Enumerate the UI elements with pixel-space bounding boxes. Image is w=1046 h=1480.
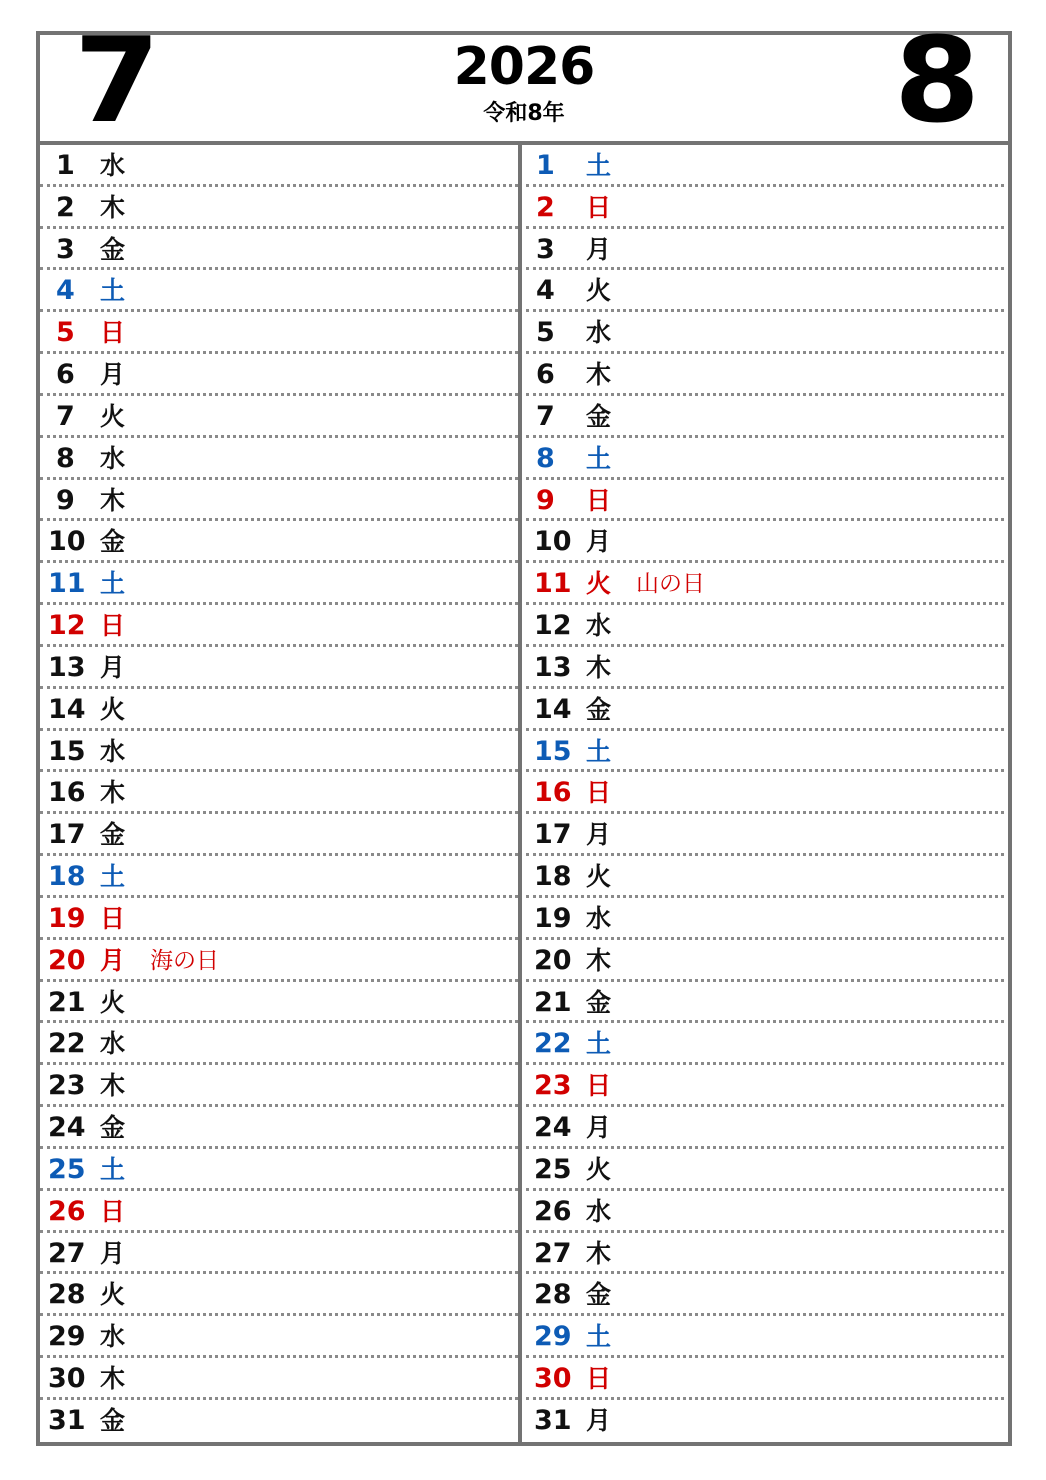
august-day-row: [526, 1107, 1004, 1149]
day-of-week: 水: [100, 443, 126, 473]
day-of-week: 水: [100, 736, 126, 766]
day-of-week: 火: [586, 1154, 612, 1184]
august-day-row: [526, 898, 1004, 940]
day-number: 15: [534, 735, 572, 767]
day-number: 23: [534, 1070, 572, 1102]
july-day-row: [40, 1400, 518, 1442]
july-day-row: [40, 145, 518, 187]
day-of-week: 日: [100, 1196, 126, 1226]
day-number: 9: [56, 484, 75, 516]
august-day-row: [526, 1065, 1004, 1107]
holiday-label: 山の日: [636, 571, 705, 598]
day-of-week: 金: [100, 234, 126, 264]
day-number: 6: [56, 359, 75, 391]
day-of-week: 火: [586, 569, 612, 599]
day-of-week: 火: [100, 1280, 126, 1310]
july-day-row: [40, 982, 518, 1024]
day-number: 22: [534, 1028, 572, 1060]
day-number: 4: [536, 275, 555, 307]
august-day-row: [526, 1023, 1004, 1065]
day-number: 19: [534, 902, 572, 934]
day-number: 16: [48, 777, 86, 809]
day-number: 20: [534, 944, 572, 976]
day-number: 25: [48, 1153, 86, 1185]
day-number: 21: [534, 986, 572, 1018]
day-of-week: 日: [586, 1364, 612, 1394]
day-number: 4: [56, 275, 75, 307]
august-day-row: [526, 1233, 1004, 1275]
day-number: 15: [48, 735, 86, 767]
july-day-row: [40, 1023, 518, 1065]
day-of-week: 日: [100, 903, 126, 933]
day-number: 20: [48, 944, 86, 976]
day-number: 18: [48, 861, 86, 893]
day-of-week: 土: [586, 1322, 612, 1352]
day-of-week: 土: [586, 736, 612, 766]
calendar-frame: [36, 11, 1012, 1446]
day-of-week: 木: [586, 652, 612, 682]
july-day-row: [40, 480, 518, 522]
day-of-week: 土: [100, 862, 126, 892]
day-number: 11: [534, 568, 572, 600]
day-number: 14: [534, 693, 572, 725]
day-number: 8: [536, 442, 555, 474]
year-title: 2026: [453, 37, 595, 97]
august-day-row: [526, 145, 1004, 187]
day-number: 7: [536, 400, 555, 432]
july-day-row: [40, 354, 518, 396]
day-number: 10: [48, 526, 86, 558]
day-number: 5: [536, 317, 555, 349]
day-number: 26: [48, 1195, 86, 1227]
day-of-week: 日: [100, 611, 126, 641]
july-day-row: [40, 229, 518, 271]
day-of-week: 土: [586, 443, 612, 473]
august-day-row: [526, 229, 1004, 271]
july-day-row: [40, 772, 518, 814]
july-day-row: [40, 898, 518, 940]
day-of-week: 木: [100, 1364, 126, 1394]
day-number: 6: [536, 359, 555, 391]
july-day-row: [40, 270, 518, 312]
calendar-header: [40, 11, 1008, 149]
july-day-row: [40, 940, 518, 982]
day-of-week: 月: [100, 945, 126, 975]
day-number: 5: [56, 317, 75, 349]
august-day-row: [526, 270, 1004, 312]
july-day-row: [40, 396, 518, 438]
august-day-row: [526, 521, 1004, 563]
day-number: 30: [48, 1363, 86, 1395]
july-day-row: [40, 1316, 518, 1358]
august-day-row: [526, 312, 1004, 354]
day-of-week: 火: [100, 987, 126, 1017]
august-day-row: [526, 396, 1004, 438]
day-of-week: 水: [100, 1322, 126, 1352]
day-of-week: 月: [586, 527, 612, 557]
august-day-row: [526, 940, 1004, 982]
july-day-row: [40, 1149, 518, 1191]
day-number: 24: [534, 1112, 572, 1144]
day-of-week: 土: [586, 151, 612, 180]
august-day-row: [526, 354, 1004, 396]
july-day-row: [40, 731, 518, 773]
day-number: 14: [48, 693, 86, 725]
day-number: 2: [536, 191, 555, 223]
day-of-week: 木: [100, 1071, 126, 1101]
july-day-row: [40, 1274, 518, 1316]
day-number: 12: [48, 610, 86, 642]
day-number: 29: [48, 1321, 86, 1353]
day-of-week: 金: [100, 820, 126, 850]
august-day-row: [526, 772, 1004, 814]
day-number: 30: [534, 1363, 572, 1395]
day-of-week: 日: [586, 1071, 612, 1101]
day-of-week: 水: [586, 318, 612, 348]
august-day-row: [526, 1274, 1004, 1316]
day-number: 22: [48, 1028, 86, 1060]
day-of-week: 木: [100, 485, 126, 515]
august-day-row: [526, 1149, 1004, 1191]
day-of-week: 土: [100, 276, 126, 306]
day-number: 28: [48, 1279, 86, 1311]
day-number: 11: [48, 568, 86, 600]
day-of-week: 木: [586, 360, 612, 390]
august-day-row: [526, 731, 1004, 773]
august-day-row: [526, 1316, 1004, 1358]
era-subtitle: 令和8年: [483, 101, 565, 126]
day-number: 1: [536, 150, 555, 181]
day-of-week: 水: [100, 1029, 126, 1059]
august-day-row: [526, 187, 1004, 229]
day-number: 10: [534, 526, 572, 558]
day-number: 18: [534, 861, 572, 893]
august-day-row: [526, 814, 1004, 856]
day-number: 28: [534, 1279, 572, 1311]
july-day-row: [40, 312, 518, 354]
day-of-week: 火: [100, 694, 126, 724]
july-day-row: [40, 856, 518, 898]
august-day-row: [526, 647, 1004, 689]
day-of-week: 木: [586, 1238, 612, 1268]
day-of-week: 金: [586, 987, 612, 1017]
day-of-week: 月: [586, 234, 612, 264]
day-number: 27: [534, 1237, 572, 1269]
day-number: 21: [48, 986, 86, 1018]
month-right-number: 8: [893, 11, 981, 149]
day-number: 26: [534, 1195, 572, 1227]
day-of-week: 金: [100, 527, 126, 557]
day-of-week: 月: [100, 360, 126, 390]
day-number: 9: [536, 484, 555, 516]
day-number: 17: [48, 819, 86, 851]
july-day-row: [40, 1107, 518, 1149]
july-day-row: [40, 1065, 518, 1107]
day-number: 27: [48, 1237, 86, 1269]
july-day-row: [40, 647, 518, 689]
day-number: 16: [534, 777, 572, 809]
day-of-week: 金: [586, 694, 612, 724]
column-divider: [518, 145, 526, 1442]
day-number: 24: [48, 1112, 86, 1144]
day-number: 29: [534, 1321, 572, 1353]
august-day-row: [526, 1400, 1004, 1442]
july-day-row: [40, 605, 518, 647]
day-of-week: 月: [100, 1238, 126, 1268]
day-of-week: 土: [100, 1154, 126, 1184]
day-of-week: 木: [586, 945, 612, 975]
day-of-week: 水: [586, 611, 612, 641]
day-number: 19: [48, 902, 86, 934]
july-day-list: [40, 145, 518, 1442]
day-of-week: 火: [586, 276, 612, 306]
august-day-row: [526, 563, 1004, 605]
day-of-week: 月: [100, 652, 126, 682]
day-of-week: 月: [586, 820, 612, 850]
day-of-week: 月: [586, 1113, 612, 1143]
holiday-label: 海の日: [150, 947, 219, 974]
month-left-number: 7: [73, 11, 161, 149]
august-day-row: [526, 856, 1004, 898]
day-number: 23: [48, 1070, 86, 1102]
day-of-week: 木: [100, 192, 126, 222]
day-number: 31: [48, 1404, 86, 1436]
day-of-week: 金: [586, 401, 612, 431]
day-number: 2: [56, 191, 75, 223]
day-of-week: 土: [100, 569, 126, 599]
august-day-row: [526, 689, 1004, 731]
day-of-week: 日: [100, 318, 126, 348]
august-day-row: [526, 982, 1004, 1024]
day-of-week: 金: [100, 1405, 126, 1435]
july-day-row: [40, 187, 518, 229]
day-of-week: 日: [586, 778, 612, 808]
day-of-week: 日: [586, 192, 612, 222]
day-of-week: 月: [586, 1405, 612, 1435]
july-day-row: [40, 689, 518, 731]
day-of-week: 土: [586, 1029, 612, 1059]
day-number: 7: [56, 400, 75, 432]
day-of-week: 水: [586, 903, 612, 933]
july-day-row: [40, 563, 518, 605]
day-of-week: 金: [586, 1280, 612, 1310]
day-number: 3: [56, 233, 75, 265]
day-number: 13: [534, 651, 572, 683]
day-of-week: 水: [100, 151, 126, 180]
july-day-row: [40, 1191, 518, 1233]
day-number: 25: [534, 1153, 572, 1185]
august-day-list: [526, 145, 1004, 1442]
day-of-week: 火: [100, 401, 126, 431]
july-day-row: [40, 1358, 518, 1400]
day-of-week: 金: [100, 1113, 126, 1143]
day-of-week: 木: [100, 778, 126, 808]
july-day-row: [40, 814, 518, 856]
august-day-row: [526, 605, 1004, 647]
august-day-row: [526, 1358, 1004, 1400]
day-of-week: 水: [586, 1196, 612, 1226]
day-number: 17: [534, 819, 572, 851]
july-day-row: [40, 438, 518, 480]
august-day-row: [526, 480, 1004, 522]
day-number: 8: [56, 442, 75, 474]
august-day-row: [526, 438, 1004, 480]
day-number: 13: [48, 651, 86, 683]
day-number: 31: [534, 1404, 572, 1436]
day-number: 12: [534, 610, 572, 642]
july-day-row: [40, 521, 518, 563]
august-day-row: [526, 1191, 1004, 1233]
day-of-week: 火: [586, 862, 612, 892]
day-number: 3: [536, 233, 555, 265]
day-number: 1: [56, 150, 75, 181]
july-day-row: [40, 1233, 518, 1275]
day-of-week: 日: [586, 485, 612, 515]
